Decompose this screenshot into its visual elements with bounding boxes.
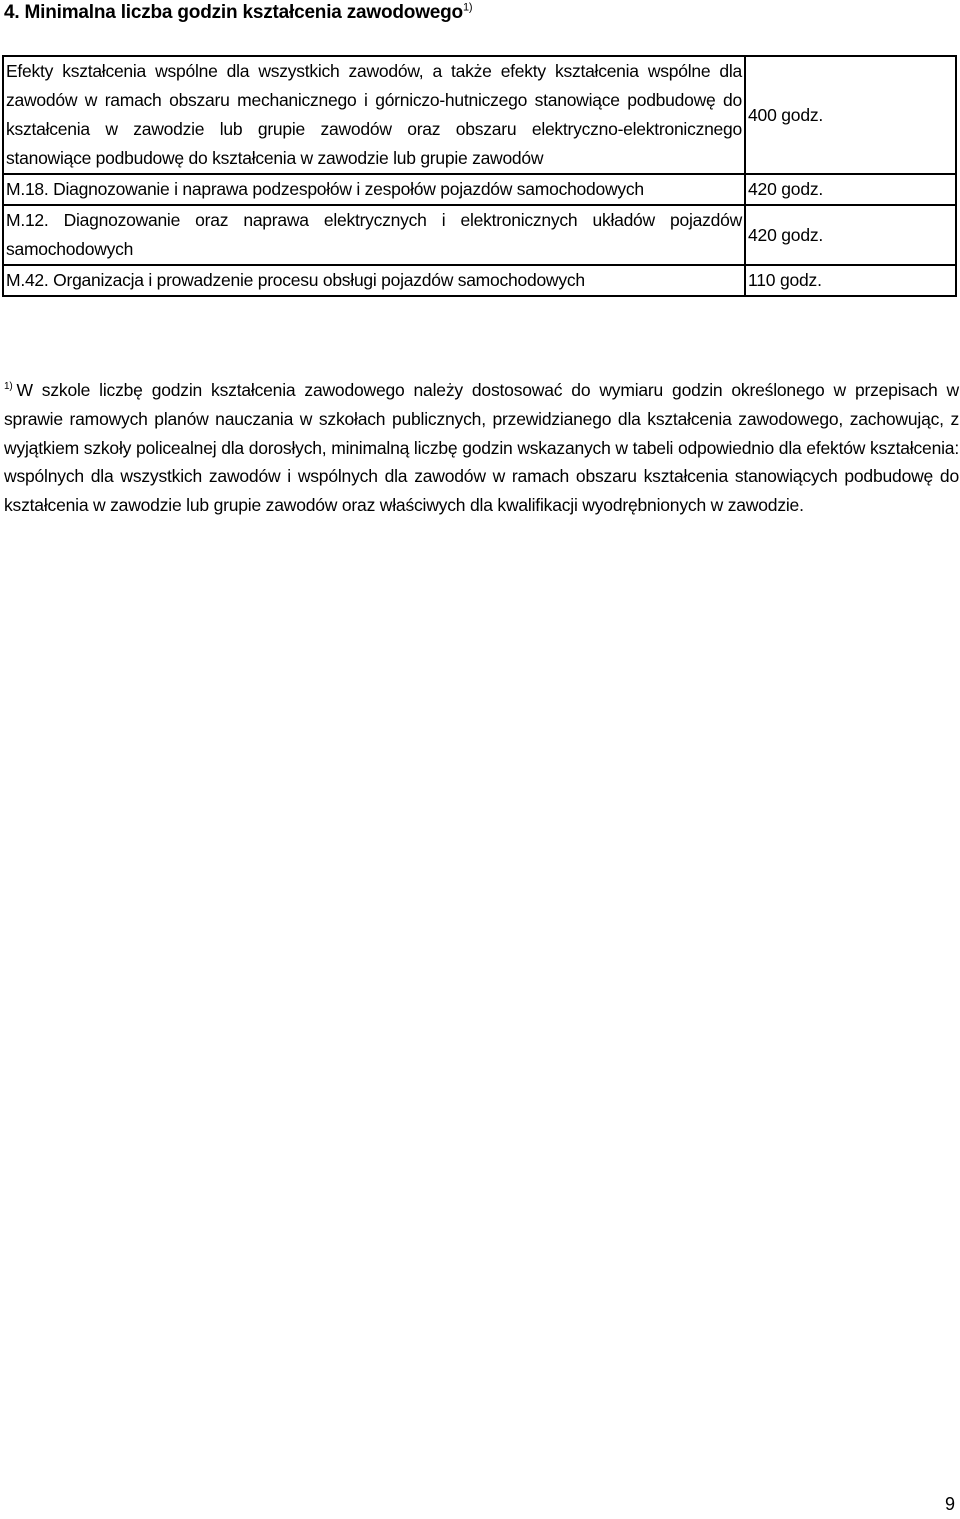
footnote [4, 376, 959, 520]
table-row [3, 265, 956, 296]
footnote-marker: 1) [4, 381, 13, 393]
table-row [3, 205, 956, 265]
footnote-text: W szkole liczbę godzin kształcenia zawodowego należy dostosować do wymiaru godzin określonego w przepisach w sprawie ramowych planów nauczania w szkołach publicznych, przewidzianego dla kształcenia zawodowego, zachowując, z wyjątkiem szkoły policealnej dla dorosłych, minimalną liczbę godzin wskazanych w tabeli odpowiednio dla efektów kształcenia: wspólnych dla wszystkich zawodów i wspólnych dla zawodów w ramach obszaru kształcenia stanowiących podbudowę do kształcenia w zawodzie lub grupie zawodów oraz właściwych dla kwalifikacji wyodrębnionych w zawodzie. [4, 380, 959, 516]
row-hours: 400 godz. [745, 56, 956, 174]
row-hours: 420 godz. [745, 205, 956, 265]
row-description: M.12. Diagnozowanie oraz naprawa elektrycznych i elektronicznych układów pojazdów samochodowych [3, 205, 745, 265]
page-number: 9 [944, 1494, 955, 1514]
section-heading [4, 2, 472, 24]
row-description: M.18. Diagnozowanie i naprawa podzespołów i zespołów pojazdów samochodowych [3, 174, 745, 205]
hours-table [2, 55, 957, 297]
row-description: Efekty kształcenia wspólne dla wszystkich zawodów, a także efekty kształcenia wspólne dla zawodów w ramach obszaru mechanicznego i górniczo-hutniczego stanowiące podbudowę do kształcenia w zawodzie lub grupie zawodów oraz obszaru elektryczno-elektronicznego stanowiące podbudowę do kształcenia w zawodzie lub grupie zawodów [3, 56, 745, 174]
row-hours: 110 godz. [745, 265, 956, 296]
table-row [3, 174, 956, 205]
row-description: M.42. Organizacja i prowadzenie procesu obsługi pojazdów samochodowych [3, 265, 745, 296]
section-heading-text: 4. Minimalna liczba godzin kształcenia zawodowego [4, 2, 463, 23]
footnote-reference: 1) [462, 1, 473, 14]
row-hours: 420 godz. [745, 174, 956, 205]
table-row [3, 56, 956, 174]
